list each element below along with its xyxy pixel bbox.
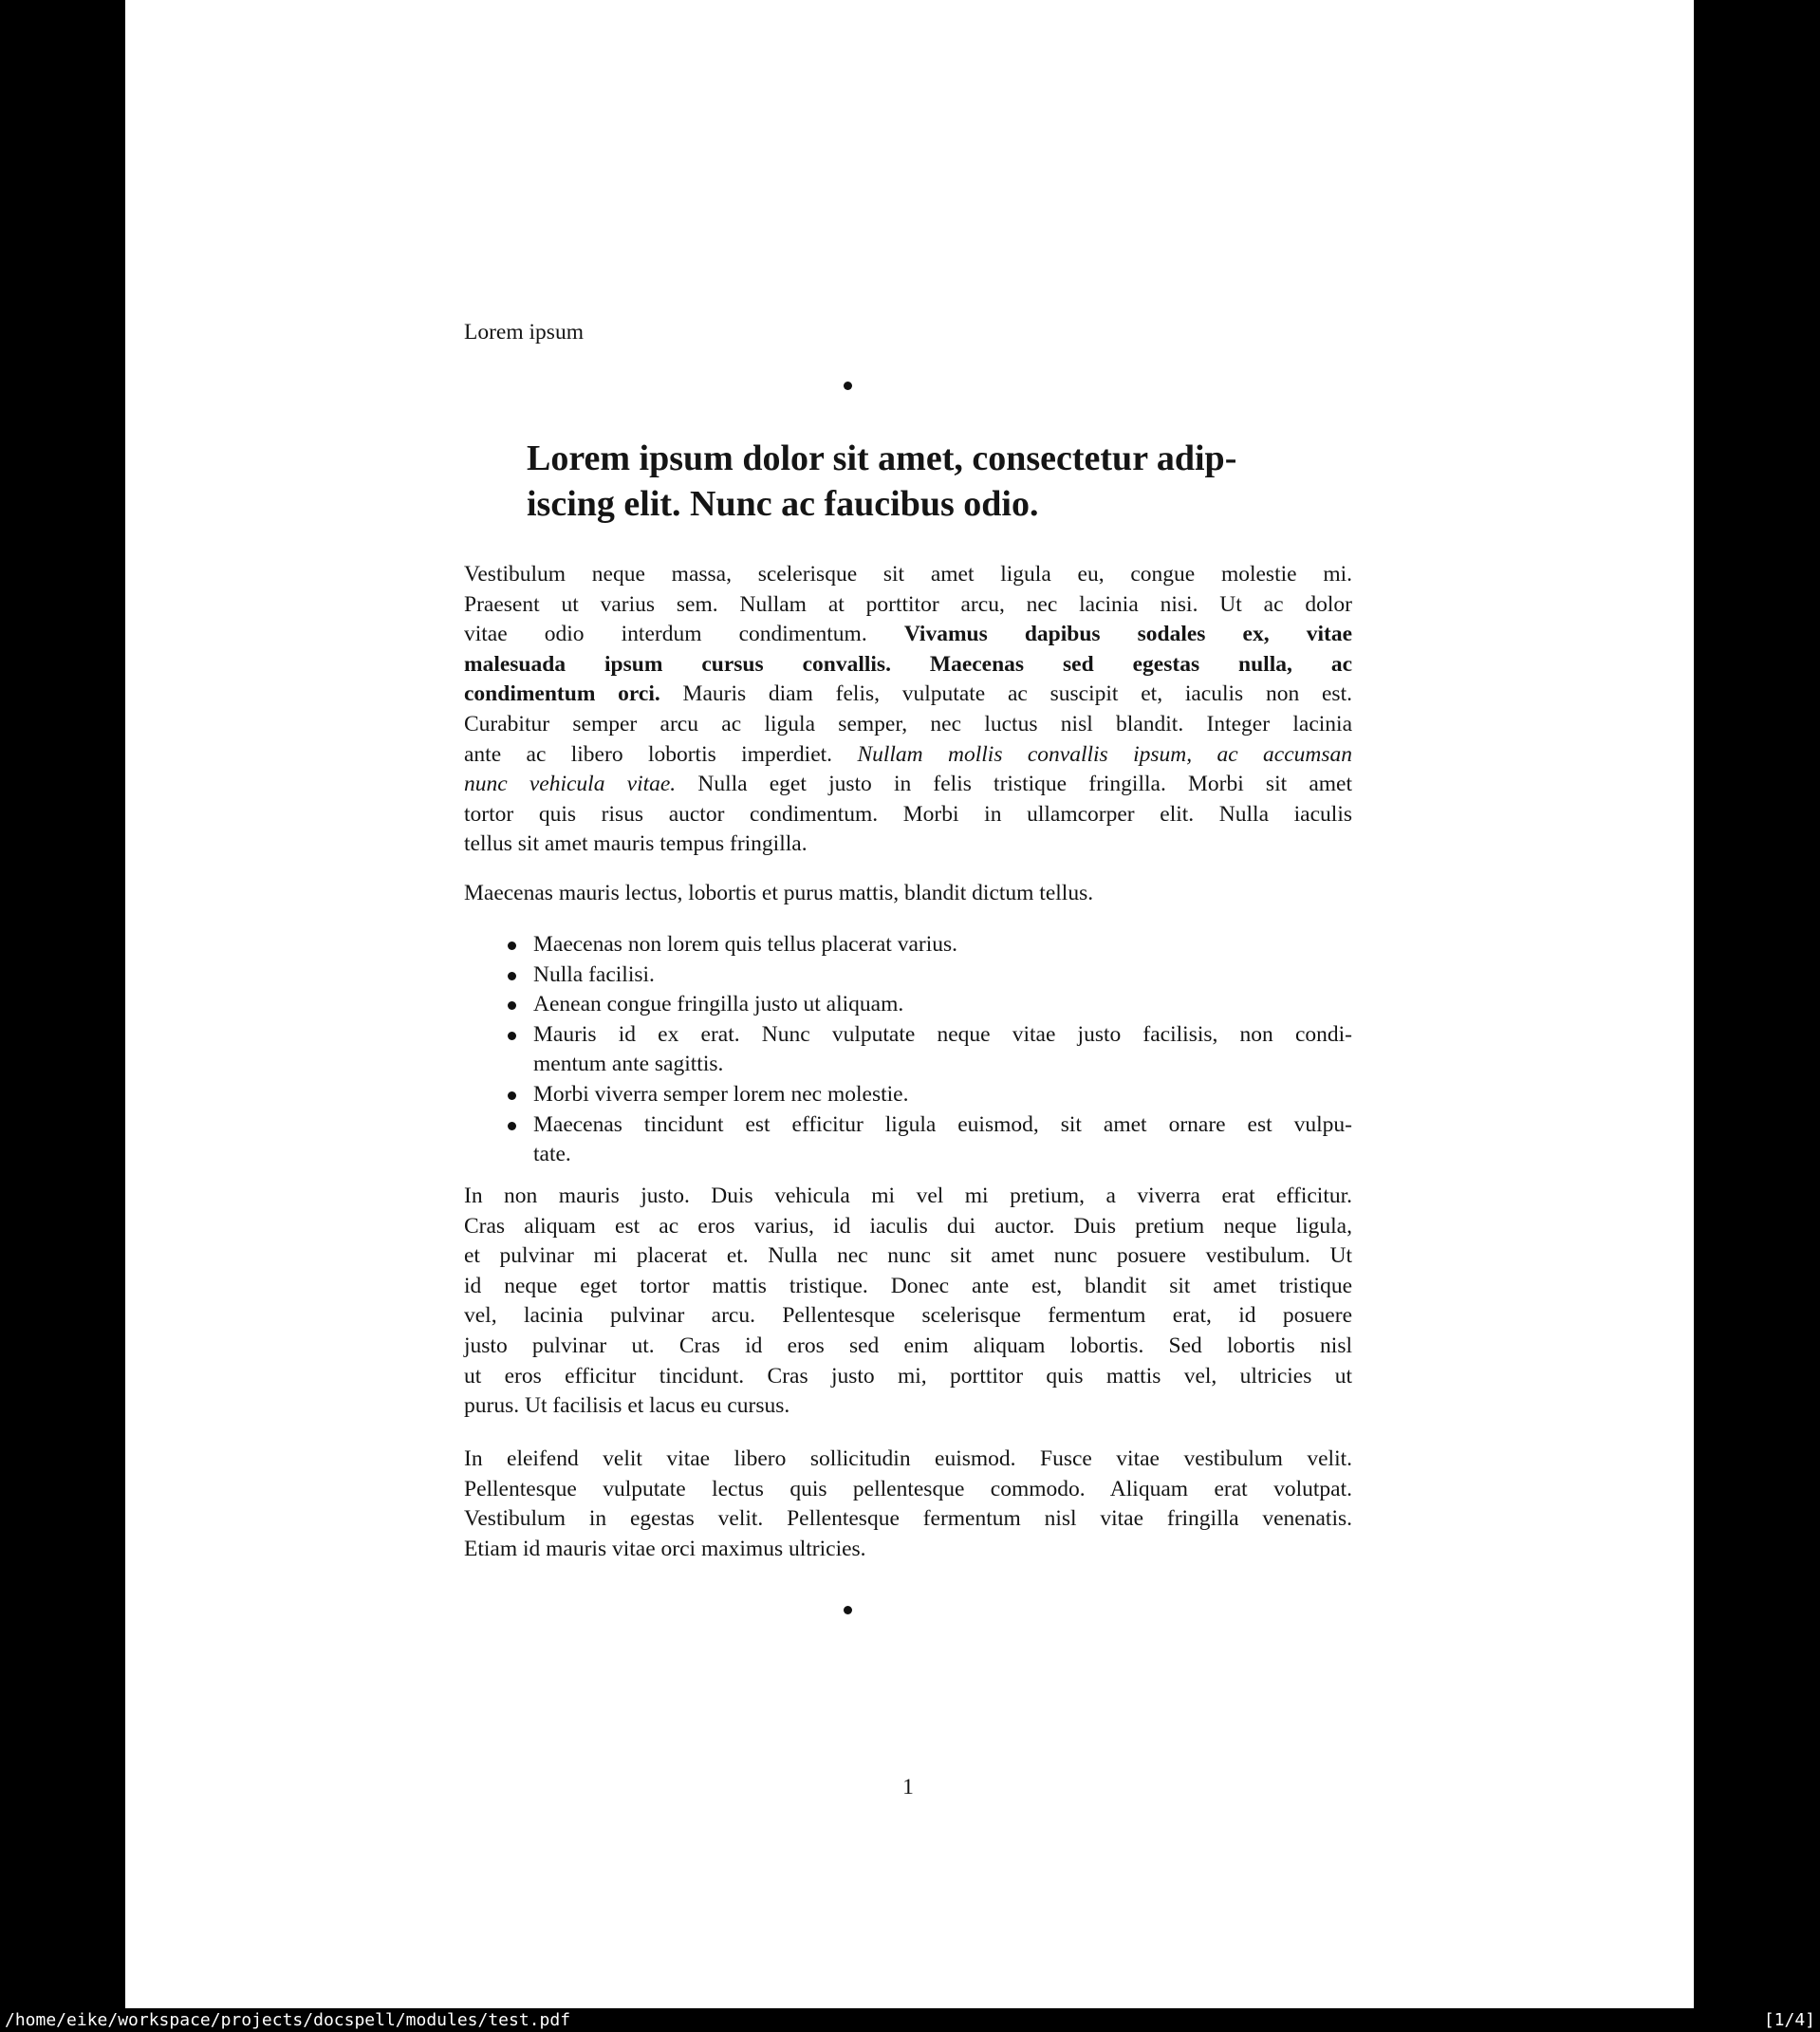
text-line: Curabitur semper arcu ac ligula semper, nec luctus nisl blandit. Integer lacinia [464,711,1352,736]
paragraph-2 [464,879,1352,909]
document-page[interactable] [125,0,1694,2008]
text-line: et pulvinar mi placerat et. Nulla nec nunc sit amet nunc posuere vestibulum. Ut [464,1243,1352,1269]
bullet-icon [508,1001,516,1010]
text-line: In non mauris justo. Duis vehicula mi vel mi pretium, a viverra erat efficitur. [464,1184,1352,1208]
text-line: Lorem ipsum dolor sit amet, consectetur adip- [527,438,1237,478]
text-line: id neque eget tortor mattis tristique. Donec ante est, blandit sit amet tristique [464,1273,1352,1298]
page-number: 1 [902,1775,914,1799]
text-line: Maecenas non lorem quis tellus placerat varius. [533,932,958,957]
text-line: Cras aliquam est ac eros varius, id iaculis dui auctor. Duis pretium neque ligula, [464,1213,1352,1239]
text-line: Vestibulum neque massa, scelerisque sit amet ligula eu, congue molestie mi. [464,562,1352,587]
bullet-list [533,930,1352,1170]
text-line: nunc vehicula vitae. Nulla eget justo in felis tristique fringilla. Morbi sit amet [464,772,1352,797]
list-item [533,1080,1352,1110]
text-line: Morbi viverra semper lorem nec molestie. [533,1081,909,1107]
file-path: /home/eike/workspace/projects/docspell/modules/test.pdf [5,2010,571,2030]
bullet-icon [844,1606,852,1614]
text-line: vitae odio interdum condimentum. Vivamus dapibus sodales ex, vitae [464,622,1352,647]
text-line: Maecenas mauris lectus, lobortis et purus mattis, blandit dictum tellus. [464,881,1094,905]
list-item [533,990,1352,1020]
bullet-icon [508,1091,516,1100]
text-line: condimentum orci. Mauris diam felis, vulputate ac suscipit et, iaculis non est. [464,681,1352,707]
bullet-icon [508,1032,516,1040]
text-line: malesuada ipsum cursus convallis. Maecenas sed egestas nulla, ac [464,651,1352,677]
text-line: Etiam id mauris vitae orci maximus ultricies. [464,1536,866,1561]
paragraph-3 [464,1182,1352,1422]
text-line: Mauris id ex erat. Nunc vulputate neque vitae justo facilisis, non condi- [533,1021,1352,1047]
text-line: Lorem ipsum [464,320,584,345]
text-line: iscing elit. Nunc ac faucibus odio. [527,484,1039,524]
page-indicator: [1/4] [1763,2010,1815,2030]
text-line: Pellentesque vulputate lectus quis pellentesque commodo. Aliquam erat volutpat. [464,1476,1352,1501]
text-line: In eleifend velit vitae libero sollicitudin euismod. Fusce vitae vestibulum velit. [464,1446,1352,1471]
text-line: Nulla facilisi. [533,961,655,987]
text-line: ante ac libero lobortis imperdiet. Nullam mollis convallis ipsum, ac accumsan [464,741,1352,767]
paragraph-4 [464,1445,1352,1564]
text-line: justo pulvinar ut. Cras id eros sed enim aliquam lobortis. Sed lobortis nisl [464,1333,1352,1358]
list-item [533,960,1352,991]
list-item [533,930,1352,960]
bullet-icon [508,1122,516,1130]
text-line: purus. Ut facilisis et lacus eu cursus. [464,1393,790,1419]
text-line: Vestibulum in egestas velit. Pellentesque fermentum nisl vitae fringilla venenatis. [464,1506,1352,1532]
section-heading [527,436,1354,527]
list-item [533,1020,1352,1080]
text-line: Aenean congue fringilla justo ut aliquam. [533,992,904,1017]
text-line: Praesent ut varius sem. Nullam at porttitor arcu, nec lacinia nisi. Ut ac dolor [464,591,1352,617]
bullet-icon [508,941,516,950]
text-line: Maecenas tincidunt est efficitur ligula euismod, sit amet ornare est vulpu- [533,1111,1352,1137]
text-line: vel, lacinia pulvinar arcu. Pellentesque scelerisque fermentum erat, id posuere [464,1303,1352,1329]
text-line: ut eros efficitur tincidunt. Cras justo mi, porttitor quis mattis vel, ultricies ut [464,1363,1352,1389]
text-line: tellus sit amet mauris tempus fringilla. [464,831,808,857]
list-item [533,1110,1352,1170]
bullet-icon [508,972,516,980]
intro-paragraph [464,318,1352,348]
bullet-icon [844,382,852,390]
status-bar [0,2008,1820,2032]
text-line: tortor quis risus auctor condimentum. Morbi in ullamcorper elit. Nulla iaculis [464,801,1352,827]
text-line: mentum ante sagittis. [533,1052,724,1077]
paragraph-1 [464,560,1352,860]
text-line: tate. [533,1142,571,1167]
